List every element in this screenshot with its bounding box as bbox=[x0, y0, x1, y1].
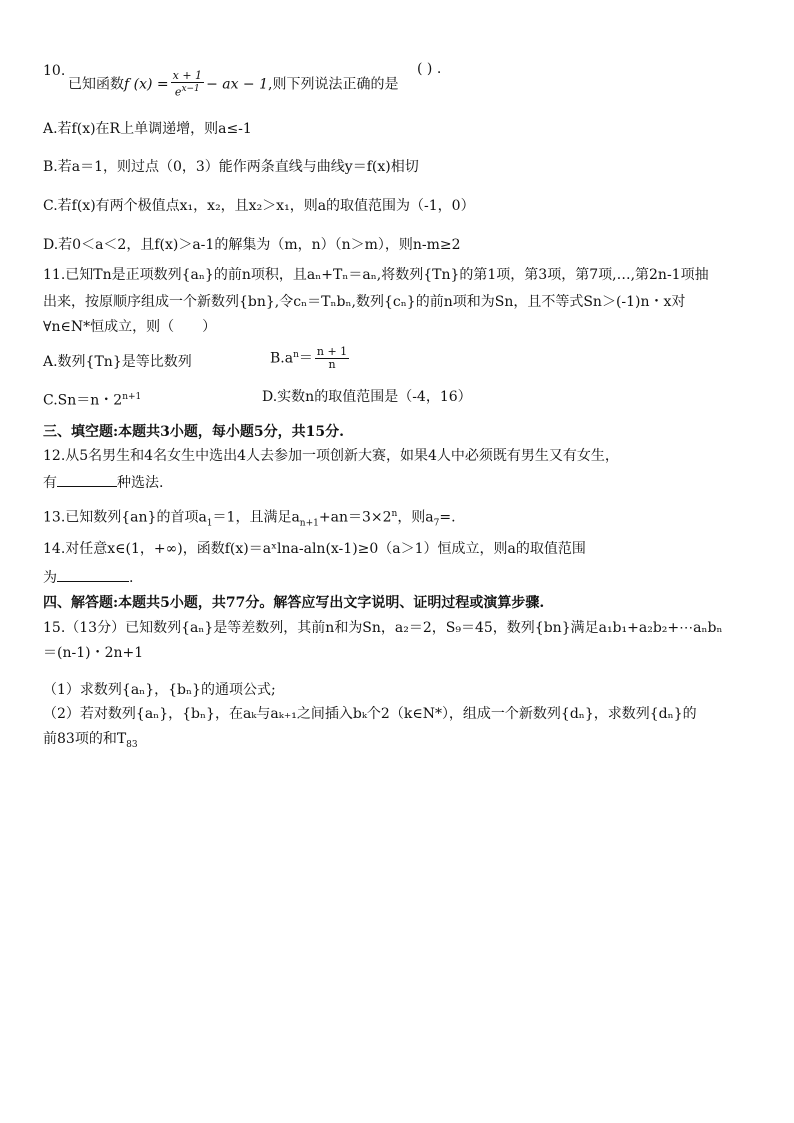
q11-option-d: D.实数n的取值范围是（-4，16） bbox=[262, 389, 472, 405]
q10-frac-num: x + 1 bbox=[172, 69, 203, 82]
q10-frac-den: $e^{x-1}$ bbox=[174, 84, 200, 99]
q10-answer-paren: ( ) . bbox=[417, 61, 442, 77]
q11-line2: 出来，按原顺序组成一个新数列{bn},令cₙ＝Tₙbₙ,数列{cₙ}的前n项和为Sn，且不等式Sn＞(-1)n・x对 bbox=[43, 294, 686, 310]
q10-fraction bbox=[171, 70, 204, 99]
q14-line2: 为 . bbox=[43, 567, 133, 587]
q10-option-b: B.若a＝1，则过点（0，3）能作两条直线与曲线y＝f(x)相切 bbox=[43, 159, 419, 175]
q11-line1: 11.已知Tn是正项数列{aₙ}的前n项积，且aₙ+Tₙ＝aₙ,将数列{Tn}的第1项，第3项，第7项,…,第2n-1项抽 bbox=[43, 267, 709, 283]
q15-part1: （1）求数列{aₙ}，{bₙ}的通项公式; bbox=[43, 682, 276, 698]
section3-heading: 三、填空题:本题共3小题，每小题5分，共15分. bbox=[43, 424, 345, 440]
q10-frac-den-exp: x−1 bbox=[181, 84, 200, 94]
q10-stem bbox=[68, 70, 398, 99]
q10-prefix: 已知函数 bbox=[68, 76, 124, 93]
q11-line3: ∀n∈N*恒成立，则（ ） bbox=[43, 319, 217, 335]
section4-heading: 四、解答题:本题共5小题，共77分。解答应写出文字说明、证明过程或演算步骤. bbox=[43, 595, 545, 611]
q10-number: 10. bbox=[43, 63, 66, 79]
q15-line1: 15.（13分）已知数列{aₙ}是等差数列，其前n和为Sn，a₂＝2，S₉＝45，数列{bn}满足a₁b₁+a₂b₂+⋯aₙbₙ bbox=[43, 620, 723, 636]
q13-line: 13.已知数列{an}的首项$a_1=1$，且满足$a_{n+1}+an=3\times 2^n$，则$a_7=$. bbox=[43, 509, 456, 529]
q11-option-c: C.Sn＝n・$2^{n+1}$ bbox=[43, 392, 142, 409]
q15-part2: （2）若对数列{aₙ}，{bₙ}，在aₖ与aₖ₊₁之间插入bₖ个2（k∈N*），组成一个新数列{dₙ}，求数列{dₙ}的 bbox=[43, 706, 697, 722]
q10-tail-math: − ax − 1 bbox=[206, 76, 269, 93]
q12-answer-blank bbox=[57, 472, 117, 487]
q11-option-b-fraction: $\frac{n + 1}{n}$ bbox=[316, 345, 348, 372]
q12-line1: 12.从5名男生和4名女生中选出4人去参加一项创新大赛，如果4人中必须既有男生又有女生， bbox=[43, 448, 619, 464]
q15-part3: 前83项的和$T_{83}$ bbox=[43, 731, 138, 750]
q10-f-lhs: f (x) = bbox=[124, 76, 169, 93]
q10-option-d: D.若0＜a＜2，且f(x)＞a-1的解集为（m，n）（n＞m），则n-m≥2 bbox=[43, 237, 461, 253]
q10-option-a: A.若f(x)在R上单调递增，则a≤-1 bbox=[43, 121, 252, 137]
q10-suffix: ,则下列说法正确的是 bbox=[268, 76, 399, 93]
q12-line2: 有 种选法. bbox=[43, 472, 163, 492]
q15-line2: ＝(n-1)・2n+1 bbox=[43, 645, 144, 661]
q11-option-a: A.数列{Tn}是等比数列 bbox=[43, 354, 192, 370]
q10-option-c: C.若f(x)有两个极值点x₁，x₂，且x₂＞x₁，则a的取值范围为（-1，0） bbox=[43, 198, 475, 214]
q14-line1: 14.对任意x∈(1，+∞)，函数f(x)＝aˣlna-aln(x-1)≥0（a＞1）恒成立，则a的取值范围 bbox=[43, 541, 586, 557]
q11-option-b: $B.a^n=$ $\frac{n + 1}{n}$ bbox=[270, 345, 348, 372]
q14-answer-blank bbox=[57, 567, 129, 582]
